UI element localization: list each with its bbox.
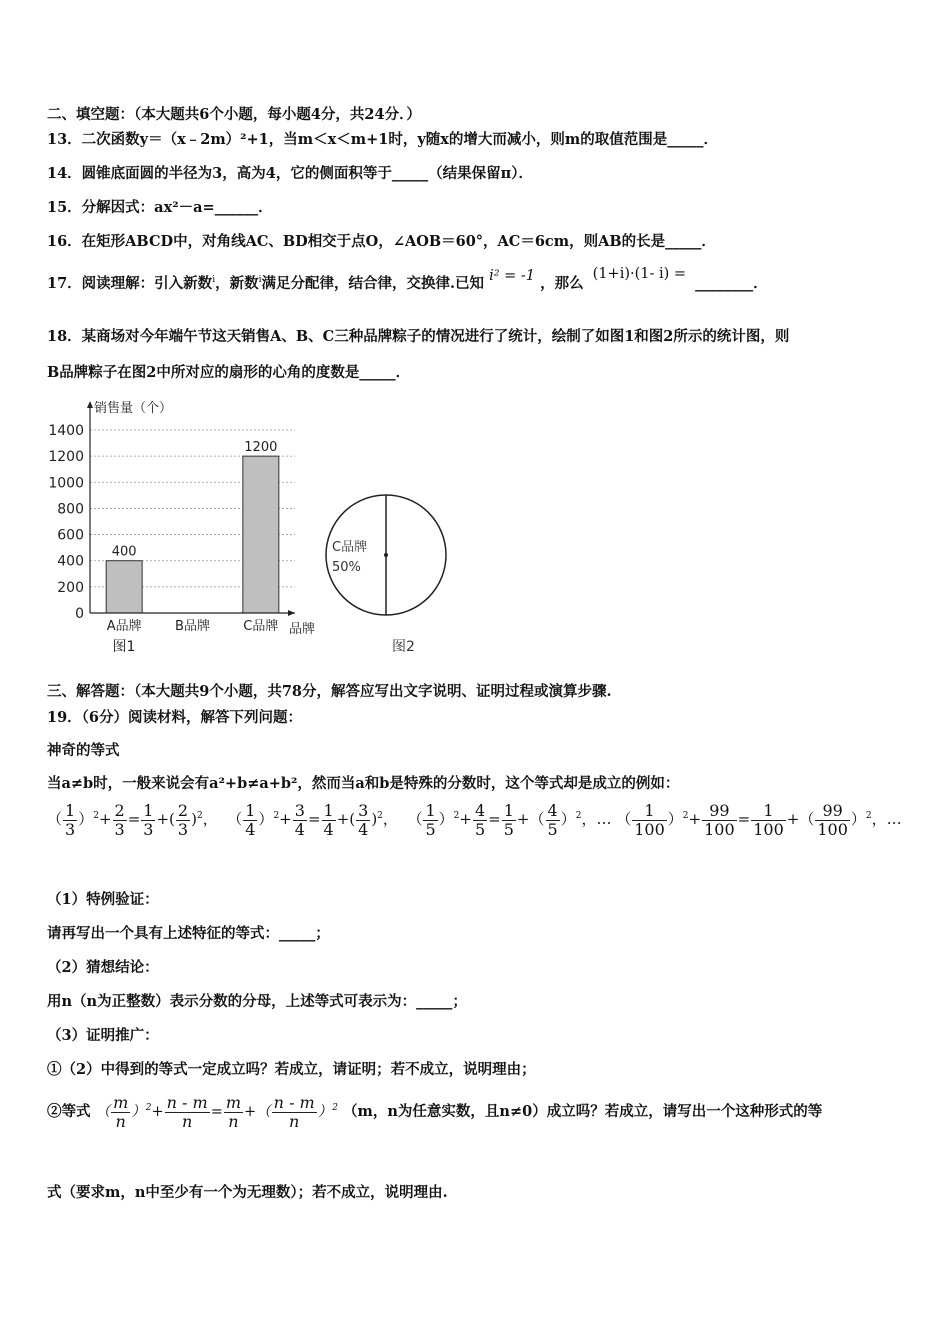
x-axis-label: 品牌 <box>289 622 316 637</box>
question-14: 14．圆锥底面圆的半径为3，高为4，它的侧面积等于_____（结果保留π）． <box>47 165 533 182</box>
pie-slice-label: C品牌 <box>332 540 368 555</box>
section-2-header: 二、填空题：（本大题共6个小题，每小题4分，共24分．） <box>47 106 421 123</box>
y-tick-label: 0 <box>75 606 84 622</box>
question-16: 16．在矩形ABCD中，对角线AC、BD相交于点O，∠AOB＝60°，AC＝6cm，则AB的长是_____． <box>47 233 716 250</box>
x-axis-arrow <box>288 610 295 616</box>
bar-C品牌 <box>243 456 279 613</box>
part-3-item-2-lead: ②等式 <box>47 1103 91 1121</box>
part-3-label: （3）证明推广： <box>47 1027 159 1044</box>
bar-chart-figure-1 <box>40 393 340 663</box>
x-tick-label: B品牌 <box>175 619 210 634</box>
q17-text-c: 满足分配律，结合律，交换律.已知 <box>261 275 485 292</box>
question-19-intro: 当a≠b时，一般来说会有a²+b≠a+b²，然而当a和b是特殊的分数时，这个等式却是成立的例如： <box>47 775 680 792</box>
question-19-title: 19．（6分）阅读材料，解答下列问题： <box>47 709 303 726</box>
part-3-item-1: ①（2）中得到的等式一定成立吗？若成立，请证明；若不成立，说明理由； <box>47 1061 536 1078</box>
bar-value-label: 400 <box>111 544 137 560</box>
pie-caption: 图2 <box>392 639 415 655</box>
y-tick-label: 200 <box>57 579 84 596</box>
q17-i1: i <box>212 275 216 286</box>
y-tick-label: 400 <box>57 553 84 570</box>
section-3-header: 三、解答题：（本大题共9个小题，共78分，解答应写出文字说明、证明过程或演算步骤. <box>47 683 612 700</box>
part-2-label: （2）猜想结论： <box>47 959 159 976</box>
y-tick-label: 1000 <box>48 475 84 492</box>
part-2-text: 用n（n为正整数）表示分数的分母，上述等式可表示为：_____； <box>47 993 467 1010</box>
question-13: 13．二次函数y＝（x﹣2m）²+1，当m＜x＜m+1时，y随x的增大而减小，则m的取值范围是_____． <box>47 131 718 148</box>
pie-chart-figure-2 <box>320 490 460 660</box>
y-axis-arrow <box>87 401 93 408</box>
part-3-item-2-tail: （m，n为任意实数，且n≠0）成立吗？若成立，请写出一个这种形式的等 <box>343 1103 823 1121</box>
q17-equation-1: i² = -1 <box>489 268 536 284</box>
y-tick-label: 600 <box>57 527 84 544</box>
q17-text-b: ，新数 <box>215 275 259 292</box>
x-tick-label: A品牌 <box>106 619 142 634</box>
part-3-item-2-continued: 式（要求m，n中至少有一个为无理数）；若不成立，说明理由. <box>47 1184 448 1201</box>
question-15: 15．分解因式：ax²－a=______． <box>47 199 273 216</box>
question-17 <box>47 266 768 293</box>
y-axis-label: 销售量（个） <box>94 401 173 416</box>
part-1-text: 请再写出一个具有上述特征的等式：_____； <box>47 925 330 942</box>
question-18-line-1: 18．某商场对今年端午节这天销售A、B、C三种品牌粽子的情况进行了统计，绘制了如图1和图2所示的统计图，则 <box>47 328 790 345</box>
q17-text-a: 17．阅读理解：引入新数 <box>47 275 213 292</box>
pie-center <box>384 553 388 557</box>
pie-slice-percent: 50% <box>332 560 361 575</box>
q17-i2: i <box>258 275 262 286</box>
y-tick-label: 800 <box>57 501 84 518</box>
q17-text-d: ，那么 <box>540 275 584 292</box>
question-19-subtitle: 神奇的等式 <box>47 742 120 759</box>
example-equations: （ $\frac{1}{3}$ ）$^2$+ $\frac{2}{3}$ = $\frac{1}{3}$ +( $\frac{2}{3}$ )$^2$， （ $\frac{1}{4}$ ）$^2$+ $\frac{3}{4}$ = $\frac{1}{4}$ +( $\frac{3}{4}$ )$^2$， （ $\frac{1}{5}$ ）$^2$+ $\frac{4}{5}$ = $\frac{1}{5}$ +（ $\frac{4}{5}$ ）$^2$，… （ $\frac{1}{100}$ ）$^2$+ $\frac{99}{100}$ = $\frac{1}{100}$ +（ $\frac{99}{100}$ ）$^2$，… <box>47 801 902 839</box>
question-18-line-2: B品牌粽子在图2中所对应的扇形的心角的度数是_____． <box>47 364 411 381</box>
q17-blank: ________． <box>695 275 768 292</box>
part-3-item-2: ②等式 （ $\frac{m}{n}$ ）$^2$+ $\frac{n - m}{n}$ = $\frac{m}{n}$ +（ $\frac{n - m}{n}$ ）$^2$ （m，n为任意实数，且n≠0）成立吗？若成立，请写出一个这种形式的等 <box>47 1093 823 1131</box>
bar-A品牌 <box>106 561 142 613</box>
y-tick-label: 1200 <box>48 449 84 466</box>
chart-caption: 图1 <box>112 639 136 655</box>
bar-value-label: 1200 <box>244 440 278 456</box>
x-tick-label: C品牌 <box>243 619 279 634</box>
q17-equation-2: (1+i)·(1- i) = <box>592 266 687 282</box>
part-1-label: （1）特例验证： <box>47 891 159 908</box>
y-tick-label: 1400 <box>48 423 84 439</box>
